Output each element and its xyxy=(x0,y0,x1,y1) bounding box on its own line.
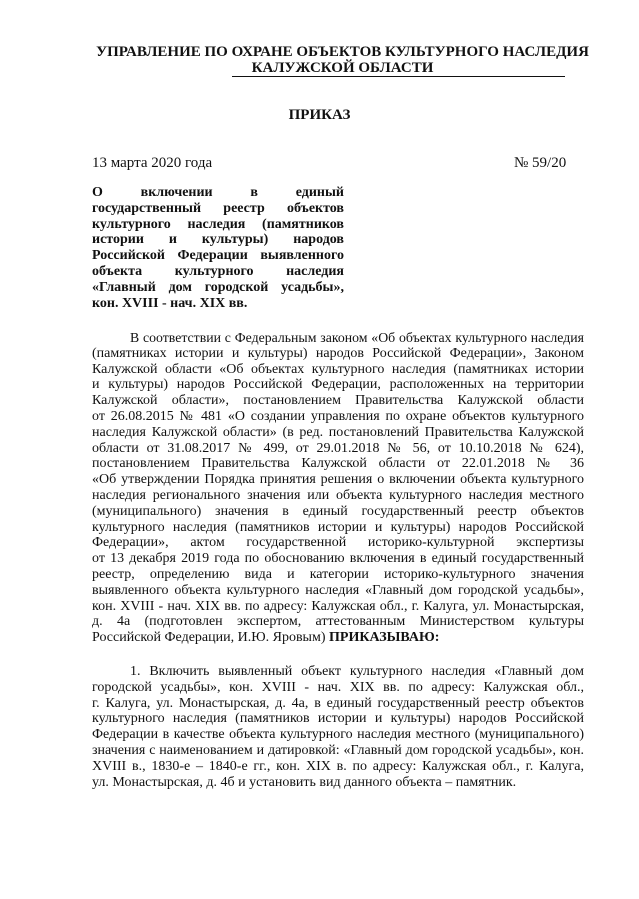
paragraph-last-line xyxy=(92,630,584,646)
subject-line: Российской Федерации выявленного xyxy=(92,248,344,264)
subject-line: истории и культуры) народов xyxy=(92,232,344,248)
paragraph-line: реестр, определению вида и категории историко-культурного значения xyxy=(92,566,584,582)
paragraph-line: значения с наименованием и датировкой: «Главный дом городской усадьбы», кон. xyxy=(92,742,584,758)
document-title: ПРИКАЗ xyxy=(288,107,351,123)
subject-line: объекта культурного наследия xyxy=(92,263,344,279)
paragraph-line: от 26.08.2015 № 481 «О создании управления по охране объектов культурного xyxy=(92,408,584,424)
paragraph-line: и культуры) народов Российской Федерации, расположенных на территории xyxy=(92,377,584,393)
header-underline xyxy=(232,76,565,77)
paragraph-line: (памятниках истории и культуры) народов Российской Федерации», Законом xyxy=(92,345,584,361)
paragraph-line: ул. Монастырская, д. 4б и установить вид данного объекта – памятник. xyxy=(92,774,517,790)
paragraph-line: XVIII в., 1830-е – 1840-е гг., кон. XIX в. по адресу: Калужская обл., г. Калуга, xyxy=(92,758,584,774)
subject-line: кон. XVIII - нач. XIX вв. xyxy=(92,295,248,311)
paragraph-line: г. Калуга, ул. Монастырская, д. 4а, в единый государственный реестр объектов xyxy=(92,695,584,711)
paragraph-line: «Об утверждении Порядка принятия решения о включении объекта культурного xyxy=(92,472,584,488)
paragraph-line: постановлением Правительства Калужской области от 22.01.2018 № 36 xyxy=(92,456,584,472)
subject-line: культурного наследия (памятников xyxy=(92,216,344,232)
paragraph-line: выявленного объекта культурного наследия «Главный дом городской усадьбы», xyxy=(92,582,584,598)
paragraph-line: Калужской области», постановлением Правительства Калужской области xyxy=(92,393,584,409)
organization-name-line1: УПРАВЛЕНИЕ ПО ОХРАНЕ ОБЪЕКТОВ КУЛЬТУРНОГО НАСЛЕДИЯ xyxy=(96,44,589,60)
order-directive: ПРИКАЗЫВАЮ: xyxy=(329,630,440,646)
paragraph-line-text: Российской Федерации, И.Ю. Яровым) xyxy=(92,630,326,646)
subject-line: «Главный дом городской усадьбы», xyxy=(92,279,344,295)
subject-line: О включении в единый xyxy=(92,185,344,200)
order-subject xyxy=(92,185,344,311)
clause-1-paragraph xyxy=(92,664,584,790)
paragraph-line: области от 31.08.2017 № 499, от 29.01.2018 № 56, от 10.10.2018 № 624), xyxy=(92,440,584,456)
paragraph-line: Калужской области «Об объектах культурного наследия (памятниках истории xyxy=(92,361,584,377)
organization-name-line2: КАЛУЖСКОЙ ОБЛАСТИ xyxy=(251,60,434,76)
paragraph-line: д. 4а (подготовлен экспертом, аттестованным Министерством культуры xyxy=(92,614,584,630)
paragraph-line: (муниципального) значения в единый государственный реестр объектов xyxy=(92,503,584,519)
paragraph-line: 1. Включить выявленный объект культурного наследия «Главный дом xyxy=(130,664,584,679)
subject-line: государственный реестр объектов xyxy=(92,200,344,216)
paragraph-line: культурного наследия (памятников истории и культуры) народов Российской xyxy=(92,711,584,727)
paragraph-line: В соответствии с Федеральным законом «Об объектах культурного наследия xyxy=(130,330,584,345)
paragraph-line: культурного наследия (памятников истории и культуры) народов Российской xyxy=(92,519,584,535)
paragraph-line: наследия регионального значения или объекта культурного наследия местного xyxy=(92,487,584,503)
paragraph-line: кон. XVIII - нач. XIX вв. по адресу: Калужская обл., г. Калуга, ул. Монастырская, xyxy=(92,598,584,614)
paragraph-line: городской усадьбы», кон. XVIII - нач. XIX вв. по адресу: Калужская обл., xyxy=(92,679,584,695)
paragraph-line: Федерации в качестве объекта культурного наследия местного (муниципального) xyxy=(92,727,584,743)
preamble-paragraph xyxy=(92,330,584,646)
paragraph-line: от 13 декабря 2019 года по обоснованию включения в единый государственный xyxy=(92,551,584,567)
paragraph-line: наследия Калужской области» (в ред. постановлений Правительства Калужской xyxy=(92,424,584,440)
order-date: 13 марта 2020 года xyxy=(92,155,213,171)
paragraph-line: Федерации», актом государственной историко-культурной экспертизы xyxy=(92,535,584,551)
order-number: № 59/20 xyxy=(514,155,567,171)
